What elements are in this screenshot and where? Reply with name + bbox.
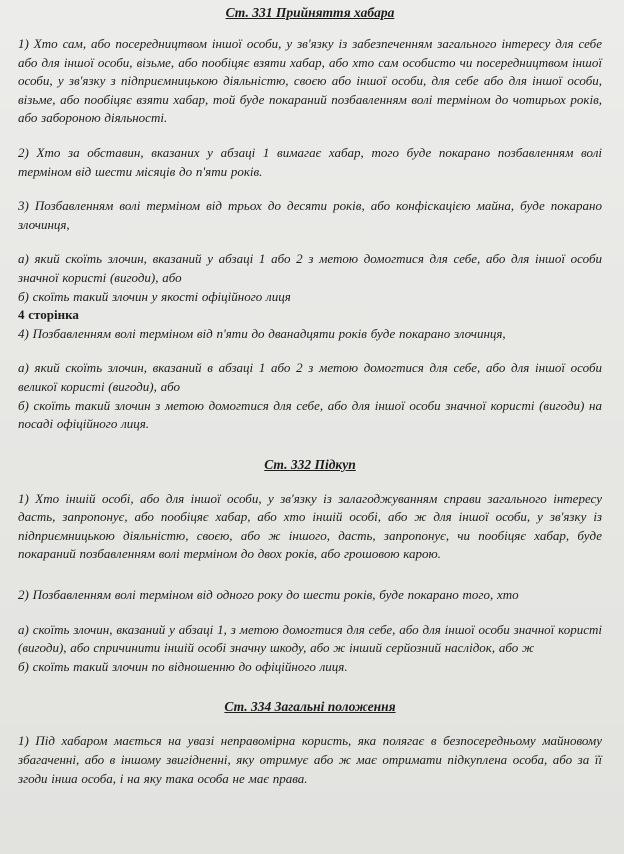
s331-paragraph-3b: б) скоїть такий злочин у якості офіційного лиця bbox=[18, 288, 291, 304]
page-marker: 4 сторінка bbox=[18, 307, 79, 323]
s332-paragraph-2: 2) Позбавленням волі терміном від одного року до шести років, буде покарано того, хто bbox=[18, 587, 519, 603]
s331-paragraph-4b: б) скоїть такий злочин з метою домогтися для себе, або для іншої особи значної користі (вигоди) на посаді офіційного лиця. bbox=[18, 397, 602, 432]
s331-paragraph-4a: а) який скоїть злочин, вказаний в абзаці 1 або 2 з метою домогтися для себе, або для іншої особи великої користі (вигоди), або bbox=[18, 360, 602, 394]
section-332-title: Ст. 332 Підкуп bbox=[264, 456, 356, 472]
section-334-title: Ст. 334 Загальні положення bbox=[224, 699, 396, 715]
s331-paragraph-3a: а) який скоїть злочин, вказаний у абзаці 1 або 2 з метою домогтися для себе, або для іншої особи значної користі (вигоди), або bbox=[18, 251, 602, 285]
s332-paragraph-2a: а) скоїть злочин, вказаний у абзаці 1, з метою домогтися для себе, або для іншої особи значної користі (вигоди), або спричинити іншій особі значну шкоду, або ж інший серйозний наслідок, або ж bbox=[18, 621, 602, 656]
section-331-title: Ст. 331 Прийняття хабара bbox=[225, 5, 395, 20]
s331-paragraph-4: 4) Позбавленням волі терміном від п'яти до дванадцяти років буде покарано злочинця, bbox=[18, 325, 506, 341]
s334-paragraph-1: 1) Під хабаром мається на увазі неправомірна користь, яка полягає в безпосередньому майновому збагаченні, або в іншому звигідненні, яку отримує або ж має отримати підкуплена особа, або за її згоди інша особа, і на яку така особа не має права. bbox=[18, 733, 602, 786]
s331-paragraph-3: 3) Позбавленням волі терміном від трьох до десяти років, або конфіскацією майна, буде покарано злочинця, bbox=[18, 198, 602, 232]
s331-paragraph-1: 1) Хто сам, або посередництвом іншої особи, у зв'язку із забезпеченням загального інтересу для себе або для іншої особи, візьме, або пообіцяє взяти хабар, або хто сам особисто чи посередництвом іншої особи, у зв'язку з підприємницькою діяльністю, своєю або іншої особи, для себе або для іншої особи, візьме, або пообіцяє взяти хабар, той буде покараний позбавленням волі терміном до чотирьох років, або забороною діяльності. bbox=[18, 36, 602, 126]
s331-paragraph-2: 2) Хто за обставин, вказаних у абзаці 1 вимагає хабар, того буде покарано позбавленням волі терміном від шести місяців до п'яти років. bbox=[18, 144, 602, 179]
s332-paragraph-2b: б) скоїть такий злочин по відношенню до офіційного лиця. bbox=[18, 658, 348, 674]
s332-paragraph-1: 1) Хто іншій особі, або для іншої особи, у зв'язку із залагоджуванням справи загального інтересу дасть, запропонує, або пообіцяє хабар, або хто іншій особі, або ж для іншої особи, у зв'язку із підприємницькою діяльністю, своєю, або ж іншого, дасть, запропонує, чи пообіцяє хабар, буде покараний позбавленням волі терміном до двох років, або грошовою карою. bbox=[18, 490, 602, 562]
